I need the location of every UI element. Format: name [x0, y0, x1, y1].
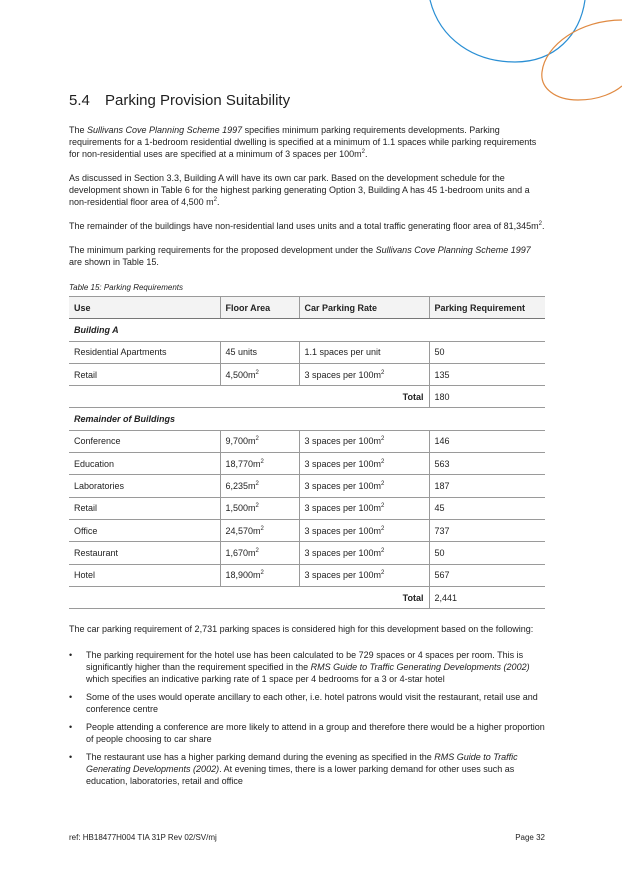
table-row — [69, 363, 545, 385]
group-row-remainder: Remainder of Buildings — [69, 408, 545, 430]
header-use: Use — [69, 297, 220, 319]
parking-rate-cell: 3 spaces per $100m^2$ — [299, 519, 429, 541]
paragraph-1: The Sullivans Cove Planning Scheme 1997 specifies minimum parking requirements developments. Parking requirements for a 1-bedroom residential dwelling is specified at a minimum of 1.1 spaces while parking requirements for non-residential uses are specified at a minimum of 3 spaces per $100m^2$. — [69, 125, 537, 159]
use-cell: Retail — [69, 497, 220, 519]
parking-rate-cell: 3 spaces per $100m^2$ — [299, 542, 429, 564]
table-row — [69, 497, 545, 519]
table-row — [69, 341, 545, 363]
requirement-cell: 563 — [429, 453, 545, 475]
requirement-cell: 146 — [429, 430, 545, 452]
parking-rate-cell: 1.1 spaces per unit — [299, 341, 429, 363]
requirement-cell: 50 — [429, 341, 545, 363]
blue-arc — [430, 0, 585, 62]
parking-rate-cell: 3 spaces per $100m^2$ — [299, 564, 429, 586]
use-cell: Retail — [69, 363, 220, 385]
table-row — [69, 430, 545, 452]
group-row-building-a: Building A — [69, 319, 545, 341]
header-floor-area: Floor Area — [220, 297, 299, 319]
header-parking-requirement: Parking Requirement — [429, 297, 545, 319]
floor-area-cell: $24,570m^2$ — [220, 519, 299, 541]
total-row-building-a: Total 180 — [69, 386, 545, 408]
parking-rate-cell: 3 spaces per $100m^2$ — [299, 363, 429, 385]
use-cell: Residential Apartments — [69, 341, 220, 363]
paragraph-5: The car parking requirement of 2,731 parking spaces is considered high for this development based on the following: — [69, 624, 534, 635]
floor-area-cell: $18,900m^2$ — [220, 564, 299, 586]
parking-requirements-table — [69, 296, 545, 609]
requirement-cell: 567 — [429, 564, 545, 586]
requirement-cell: 737 — [429, 519, 545, 541]
orange-arc — [542, 20, 622, 100]
paragraph-2: As discussed in Section 3.3, Building A will have its own car park. Based on the development schedule for the development shown in Table 6 for the highest parking generating Option 3, Building A has 45 1-bedroom units and a non-residential floor area of 4,500 $m^2$. — [69, 173, 530, 207]
table-caption: Table 15: Parking Requirements — [69, 283, 183, 292]
use-cell: Restaurant — [69, 542, 220, 564]
parking-rate-cell: 3 spaces per $100m^2$ — [299, 453, 429, 475]
parking-rate-cell: 3 spaces per $100m^2$ — [299, 497, 429, 519]
table-row — [69, 475, 545, 497]
paragraph-3: The remainder of the buildings have non-residential land uses units and a total traffic generating floor area of $81,345m^2$. — [69, 221, 545, 231]
total-value: 180 — [429, 386, 545, 408]
document-reference: ref: HB18477H004 TIA 31P Rev 02/SV/mj — [69, 833, 217, 842]
total-row-remainder: Total 2,441 — [69, 586, 545, 608]
use-cell: Conference — [69, 430, 220, 452]
floor-area-cell: $9,700m^2$ — [220, 430, 299, 452]
total-value: 2,441 — [429, 586, 545, 608]
floor-area-cell: $4,500m^2$ — [220, 363, 299, 385]
parking-rate-cell: 3 spaces per $100m^2$ — [299, 430, 429, 452]
floor-area-cell: $18,770m^2$ — [220, 453, 299, 475]
bullet-item: • The parking requirement for the hotel use has been calculated to be 729 spaces or 4 spaces per room. This is significantly higher than the requirement specified in the RMS Guide to Traffic Generating Developments (2002) which specifies an indicative parking rate of 1 space per 4 bedrooms for a 3 or 4-star hotel — [69, 650, 530, 685]
bullet-item: • The restaurant use has a higher parking demand during the evening as specified in the RMS Guide to Traffic Generating Developments (2002). At evening times, there is a lower parking demand for other uses such as education, laboratories, retail and office — [69, 752, 518, 787]
table-row — [69, 564, 545, 586]
paragraph-4: The minimum parking requirements for the proposed development under the Sullivans Cove Planning Scheme 1997 are shown in Table 15. — [69, 245, 531, 267]
use-cell: Education — [69, 453, 220, 475]
bullet-list — [69, 649, 545, 787]
floor-area-cell: $1,670m^2$ — [220, 542, 299, 564]
use-cell: Laboratories — [69, 475, 220, 497]
requirement-cell: 187 — [429, 475, 545, 497]
requirement-cell: 45 — [429, 497, 545, 519]
bullet-item: • People attending a conference are more likely to attend in a group and therefore there would be a higher proportion of people choosing to car share — [69, 722, 545, 745]
page-number: Page 32 — [515, 833, 545, 842]
section-number: 5.4 — [69, 92, 90, 109]
table-row — [69, 519, 545, 541]
requirement-cell: 135 — [429, 363, 545, 385]
table-header-row — [69, 297, 545, 319]
header-car-parking-rate: Car Parking Rate — [299, 297, 429, 319]
table-row — [69, 453, 545, 475]
floor-area-cell: $1,500m^2$ — [220, 497, 299, 519]
bullet-item: • Some of the uses would operate ancillary to each other, i.e. hotel patrons would visit the restaurant, retail use and conference centre — [69, 692, 538, 715]
floor-area-cell: 45 units — [220, 341, 299, 363]
section-title: Parking Provision Suitability — [105, 92, 291, 109]
use-cell: Office — [69, 519, 220, 541]
use-cell: Hotel — [69, 564, 220, 586]
page-content — [69, 92, 545, 793]
requirement-cell: 50 — [429, 542, 545, 564]
table-row — [69, 542, 545, 564]
floor-area-cell: $6,235m^2$ — [220, 475, 299, 497]
parking-rate-cell: 3 spaces per $100m^2$ — [299, 475, 429, 497]
section-heading — [69, 92, 545, 109]
